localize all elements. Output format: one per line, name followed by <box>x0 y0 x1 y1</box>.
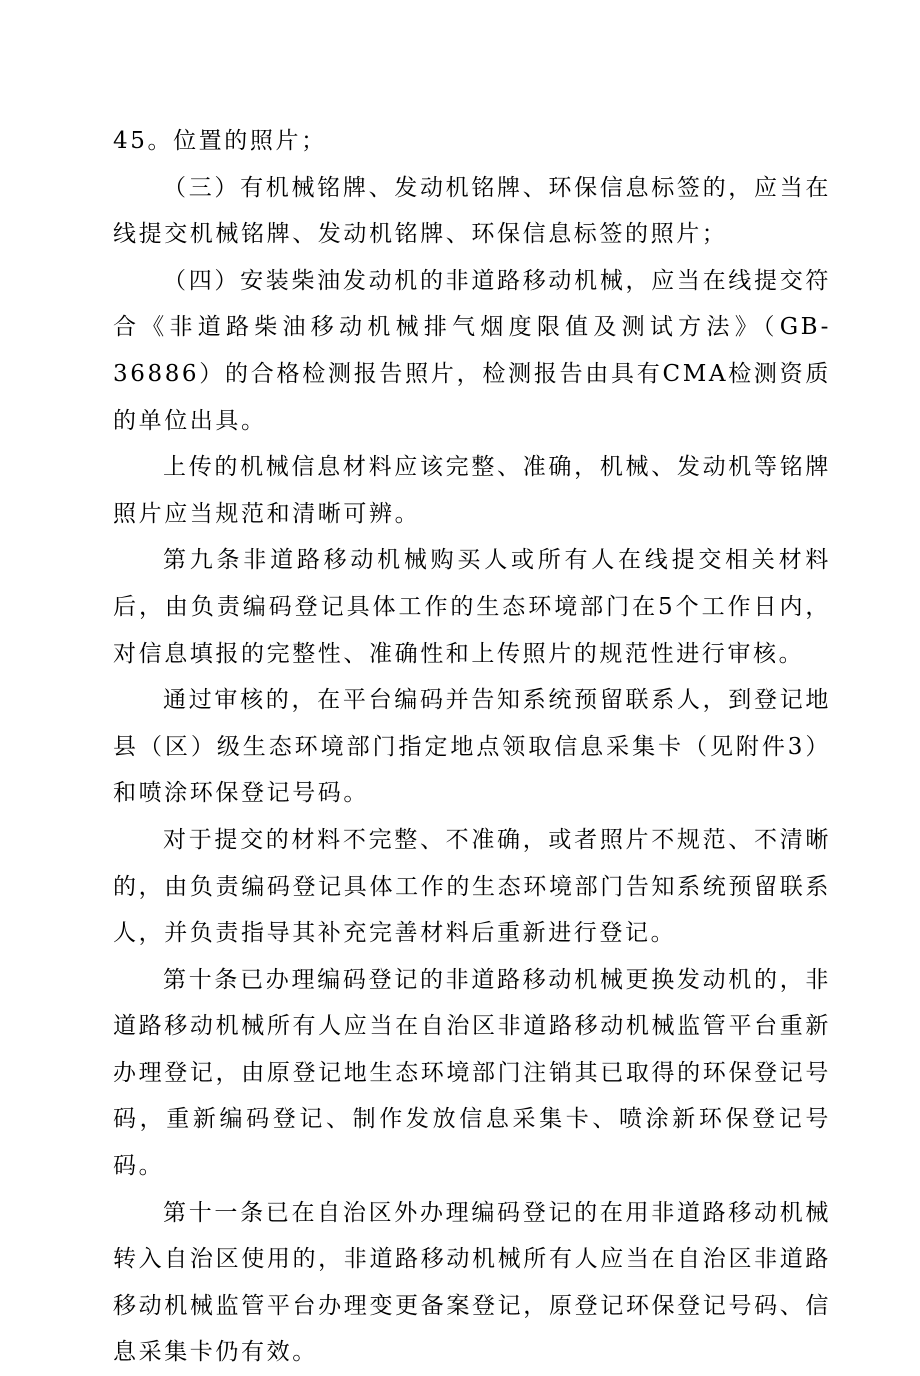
paragraph-rejection: 对于提交的材料不完整、不准确，或者照片不规范、不清晰的，由负责编码登记具体工作的生态环境部门告知系统预留联系人，并负责指导其补充完善材料后重新进行登记。 <box>113 826 831 947</box>
paragraph-article-10: 第十条已办理编码登记的非道路移动机械更换发动机的，非道路移动机械所有人应当在自治区非道路移动机械监管平台重新办理登记，由原登记地生态环境部门注销其已取得的环保登记号码，重新编码登记、制作发放信息采集卡、喷涂新环保登记号码。 <box>113 966 831 1180</box>
paragraph-item-3: （三）有机械铭牌、发动机铭牌、环保信息标签的，应当在线提交机械铭牌、发动机铭牌、环保信息标签的照片； <box>113 174 831 248</box>
paragraph-upload-requirements: 上传的机械信息材料应该完整、准确，机械、发动机等铭牌照片应当规范和清晰可辨。 <box>113 454 831 527</box>
paragraph-article-9: 第九条非道路移动机械购买人或所有人在线提交相关材料后，由负责编码登记具体工作的生态环境部门在5个工作日内，对信息填报的完整性、准确性和上传照片的规范性进行审核。 <box>113 547 831 667</box>
document-body <box>113 118 831 1376</box>
paragraph-continuation: 45。位置的照片； <box>113 128 327 154</box>
paragraph-article-11: 第十一条已在自治区外办理编码登记的在用非道路移动机械转入自治区使用的，非道路移动机械所有人应当在自治区非道路移动机械监管平台办理变更备案登记，原登记环保登记号码、信息采集卡仍有效。 <box>113 1199 831 1366</box>
paragraph-item-4: （四）安装柴油发动机的非道路移动机械，应当在线提交符合《非道路柴油移动机械排气烟度限值及测试方法》（GB-36886）的合格检测报告照片，检测报告由具有CMA检测资质的单位出具。 <box>113 267 831 434</box>
paragraph-approval: 通过审核的，在平台编码并告知系统预留联系人，到登记地县（区）级生态环境部门指定地点领取信息采集卡（见附件3）和喷涂环保登记号码。 <box>113 687 831 807</box>
